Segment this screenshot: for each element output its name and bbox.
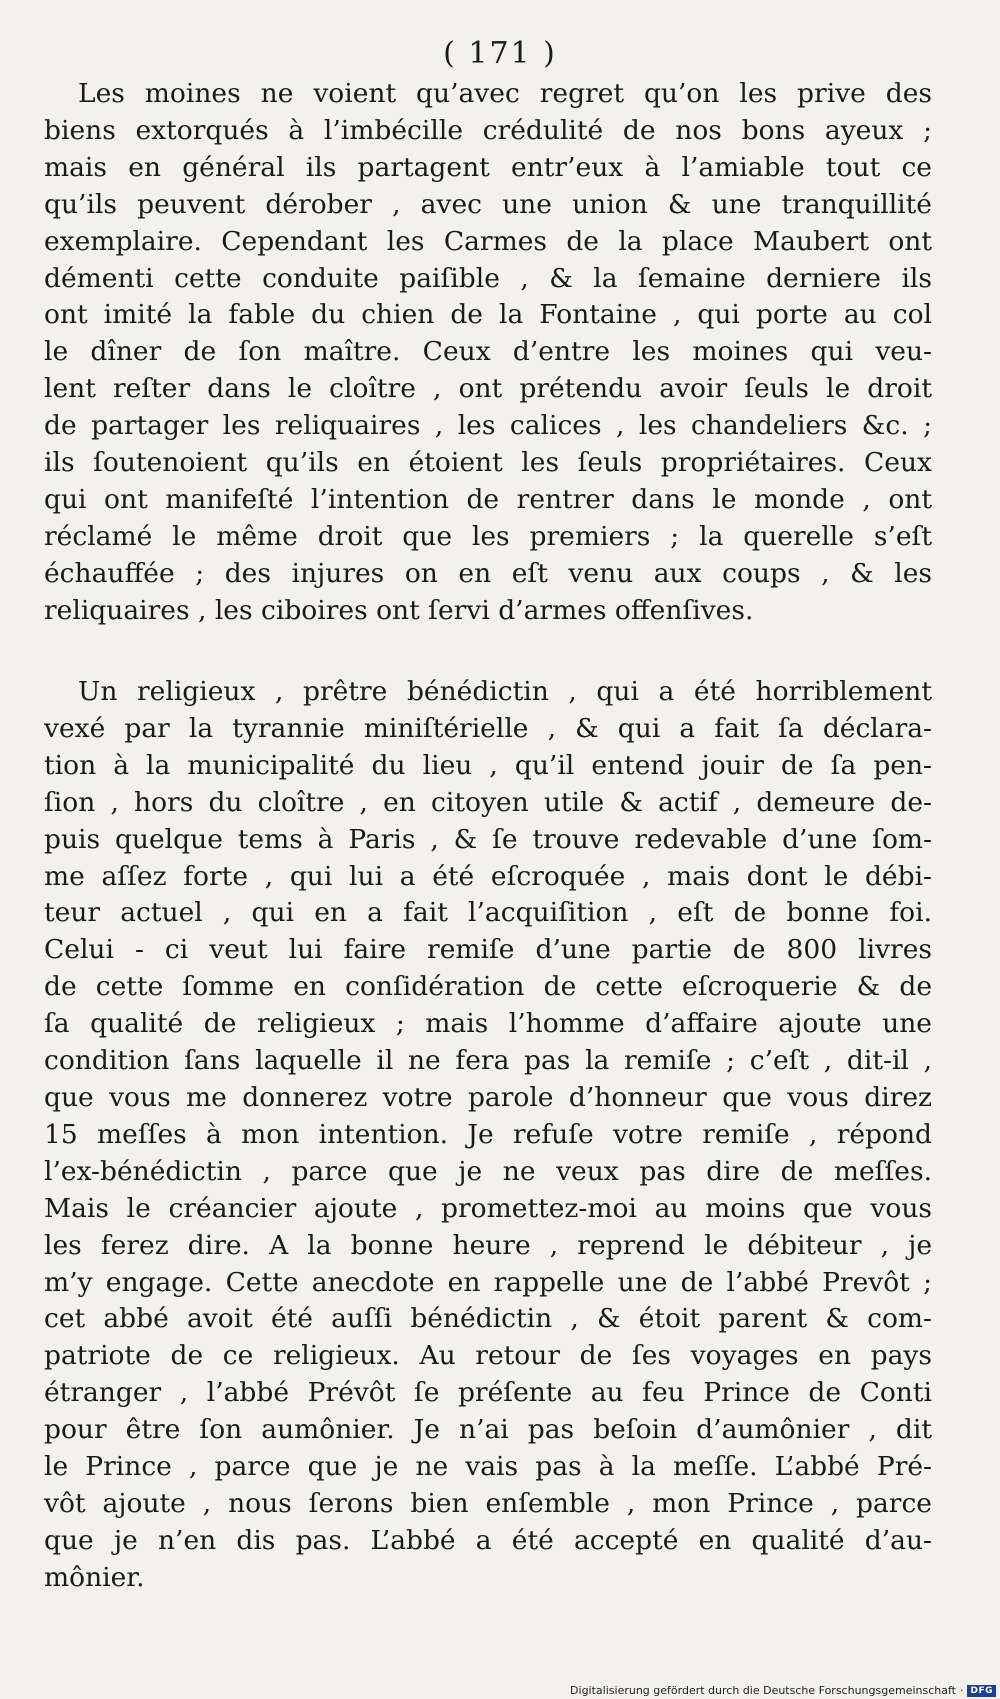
text-line: biens extorqués à l’imbécille crédulité de nos bons ayeux ; [44,114,932,146]
text-line: m’y engage. Cette anecdote en rappelle une de l’abbé Prevôt ; [44,1266,932,1298]
text-line: teur actuel , qui en a fait l’acquiſition , eſt de bonne foi. [44,897,932,929]
text-line: le dîner de ſon maître. Ceux d’entre les moines qui veu- [44,336,932,368]
text-line: réclamé le même droit que les premiers ; la querelle s’eſt [44,520,932,552]
text-line: ont imité la fable du chien de la Fontaine , qui porte au col [44,299,932,331]
text-line: lent reſter dans le cloître , ont prétendu avoir ſeuls le droit [44,373,932,405]
text-line: Celui - ci veut lui faire remiſe d’une partie de 800 livres [44,934,932,966]
text-line: de partager les reliquaires , les calices , les chandeliers &c. ; [44,410,932,442]
text-line: ſion , hors du cloître , en citoyen utile & actif , demeure de- [44,786,932,818]
text-line: démenti cette conduite paiſible , & la ſemaine derniere ils [44,262,932,294]
text-line: ſa qualité de religieux ; mais l’homme d’affaire ajoute une [44,1008,932,1040]
text-line: l’ex-bénédictin , parce que je ne veux pas dire de meſſes. [44,1155,932,1187]
footer-text: Digitalisierung gefördert durch die Deutsche Forschungsgemeinschaft [570,1684,956,1697]
text-line: échauffée ; des injures on en eſt venu aux coups , & les [44,557,932,589]
text-line: reliquaires , les ciboires ont ſervi d’armes offenſives. [44,594,754,626]
digitization-credit: Digitalisierung gefördert durch die Deutsche Forschungsgemeinschaft · DFG [570,1684,996,1697]
text-line: Mais le créancier ajoute , promettez-moi au moins que vous [44,1192,932,1224]
text-line: étranger , l’abbé Prévôt ſe préſente au feu Prince de Conti [44,1377,932,1409]
text-line: condition ſans laquelle il ne fera pas la remiſe ; c’eſt , dit-il , [44,1045,932,1077]
text-line: que je n’en dis pas. L’abbé a été accepté en qualité d’au- [44,1524,932,1556]
text-line: le Prince , parce que je ne vais pas à la meſſe. L’abbé Pré- [44,1451,932,1483]
text-line: cet abbé avoit été auſſi bénédictin , & étoit parent & com- [44,1303,932,1335]
text-line: mônier. [44,1561,145,1593]
text-line: Les moines ne voient qu’avec regret qu’on les prive des [78,78,932,109]
paragraph-1 [44,76,932,630]
text-line: patriote de ce religieux. Au retour de ſes voyages en pays [44,1340,932,1372]
text-line: pour être ſon aumônier. Je n’ai pas beſoin d’aumônier , dit [44,1414,932,1446]
text-line: qu’ils peuvent dérober , avec une union & une tranquillité [44,188,932,220]
text-line: ils ſoutenoient qu’ils en étoient les ſeuls propriétaires. Ceux [44,447,932,479]
text-line: vexé par la tyrannie miniſtérielle , & qui a fait ſa déclara- [44,712,932,744]
text-line: vôt ajoute , nous ſerons bien enſemble , mon Prince , parce [44,1487,932,1519]
text-line: tion à la municipalité du lieu , qu’il entend jouir de ſa pen- [44,749,932,781]
paragraph-2 [44,674,932,1597]
text-line: de cette ſomme en conſidération de cette eſcroquerie & de [44,971,932,1003]
page-number: ( 171 ) [443,36,557,71]
dfg-logo: DFG [967,1685,996,1697]
text-line: les ferez dire. A la bonne heure , reprend le débiteur , je [44,1229,932,1261]
text-line: puis quelque tems à Paris , & ſe trouve redevable d’une ſom- [44,823,932,855]
text-line: exemplaire. Cependant les Carmes de la place Maubert ont [44,225,932,257]
text-line: me aſſez forte , qui lui a été eſcroquée , mais dont le débi- [44,860,932,892]
text-line: 15 meſſes à mon intention. Je refuſe votre remiſe , répond [44,1118,932,1150]
text-line: mais en général ils partagent entr’eux à l’amiable tout ce [44,151,932,183]
text-line: Un religieux , prêtre bénédictin , qui a été horriblement [78,676,932,707]
text-line: qui ont manifeſté l’intention de rentrer dans le monde , ont [44,483,932,515]
text-line: que vous me donnerez votre parole d’honneur que vous direz [44,1081,932,1113]
